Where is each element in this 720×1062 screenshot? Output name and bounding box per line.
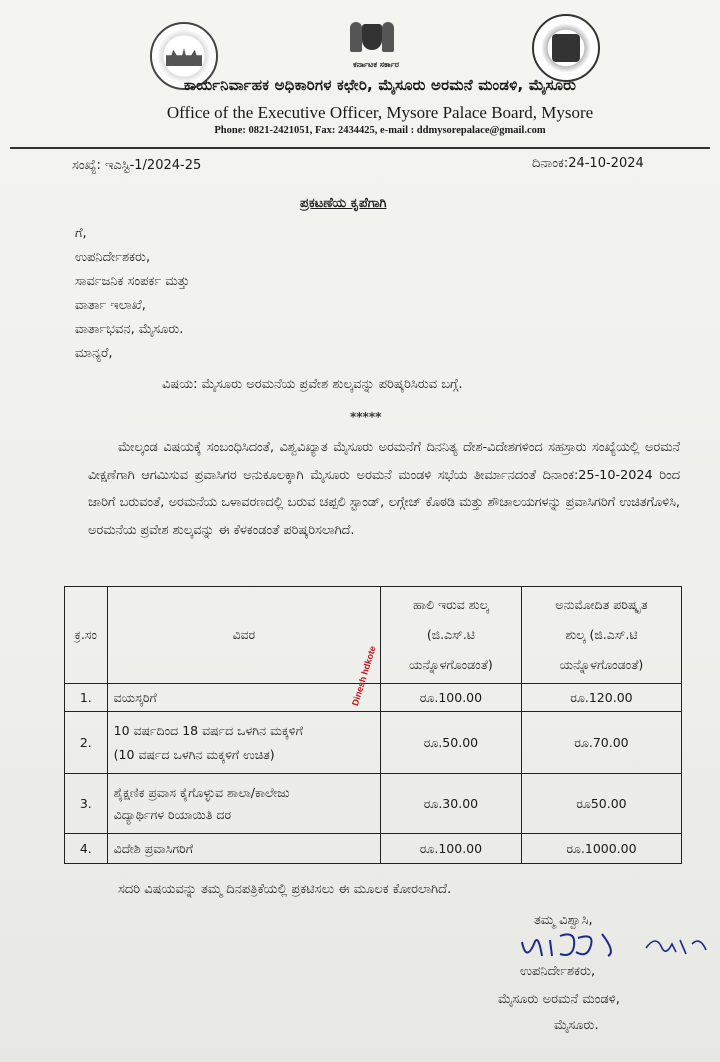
signoff-yours: ತಮ್ಮ ವಿಶ್ವಾಸಿ, (534, 913, 593, 928)
row-sl: 1. (65, 684, 108, 712)
table-row (65, 774, 682, 834)
separator-stars: ***** (350, 410, 382, 424)
palace-seal-emblem (532, 14, 600, 82)
row-revised-fee: ರೂ.1000.00 (521, 834, 681, 864)
reference-number: ಸಂಖ್ಯೆ: ಇಎಸ್ಟಿ-1/2024-25 (72, 158, 202, 173)
letter-date: ದಿನಾಂಕ:24-10-2024 (532, 156, 644, 171)
fee-table-header (65, 587, 682, 684)
current-fee-header-line-1: ಹಾಲಿ ಇರುವ ಶುಲ್ಕ (413, 597, 489, 612)
revised-fee-header-line-1: ಅನುಮೋದಿತ ಪರಿಷ್ಕೃತ (555, 597, 648, 612)
subject-line: ವಿಷಯ: ಮೈಸೂರು ಅರಮನೆಯ ಪ್ರವೇಶ ಶುಲ್ಕವನ್ನು ಪರಿಷ್ಕರಿಸಿರುವ ಬಗ್ಗೆ. (162, 377, 463, 392)
recipient-line-2: ಸಾರ್ವಜನಿಕ ಸಂಪರ್ಕ ಮತ್ತು (75, 274, 190, 289)
recipient-to: ಗೆ, (75, 226, 87, 241)
recipient-line-4: ವಾರ್ತಾಭವನ, ಮೈಸೂರು. (75, 322, 184, 337)
contact-line: Phone: 0821-2421051, Fax: 2434425, e-mail : ddmysorepalace@gmail.com (214, 125, 546, 136)
row-details: ವಿದೇಶಿ ಪ್ರವಾಸಿಗರಿಗೆ (107, 834, 380, 864)
recipient-line-1: ಉಪನಿರ್ದೇಶಕರು, (75, 250, 151, 265)
revised-fee-header-line-2: ಶುಲ್ಕ (ಜಿ.ಎಸ್.ಟಿ (565, 627, 638, 642)
salutation: ಮಾನ್ಯರೆ, (75, 346, 113, 361)
row-details (107, 712, 380, 774)
row-details-line-2: ವಿದ್ಯಾರ್ಥಿಗಳ ರಿಯಾಯಿತಿ ದರ (113, 806, 232, 822)
row-current-fee: ರೂ.100.00 (380, 834, 521, 864)
karnataka-government-emblem (348, 18, 396, 58)
row-details-line-1: 10 ವರ್ಷದಿಂದ 18 ವರ್ಷದ ಒಳಗಿನ ಮಕ್ಕಳಿಗೆ (113, 722, 303, 738)
col-header-revised-fee (521, 587, 681, 684)
government-label: ಕರ್ನಾಟಕ ಸರ್ಕಾರ (353, 60, 399, 69)
row-revised-fee: ರೂ.120.00 (521, 684, 681, 712)
table-row (65, 684, 682, 712)
current-fee-header-line-2: (ಜಿ.ಎಸ್.ಟಿ (426, 627, 475, 642)
recipient-line-3: ವಾರ್ತಾ ಇಲಾಖೆ, (75, 298, 146, 313)
body-paragraph (88, 434, 680, 544)
row-details-line-1: ಶೈಕ್ಷಣಿಕ ಪ್ರವಾಸ ಕೈಗೊಳ್ಳುವ ಶಾಲಾ/ಕಾಲೇಜು (113, 784, 290, 800)
row-revised-fee: ರೂ.70.00 (521, 712, 681, 774)
watermark-text: Dinesh hdkote (350, 644, 378, 707)
revised-fee-header-line-3: ಯನ್ನೊಳಗೊಂಡಂತೆ) (559, 657, 644, 672)
office-title-kannada: ಕಾರ್ಯನಿರ್ವಾಹಕ ಅಧಿಕಾರಿಗಳ ಕಛೇರಿ, ಮೈಸೂರು ಅರಮನೆ ಮಂಡಳಿ, ಮೈಸೂರು (183, 76, 577, 94)
col-header-details: ವಿವರ (107, 587, 380, 684)
row-sl: 4. (65, 834, 108, 864)
publication-heading: ಪ್ರಕಟಣೆಯ ಕೃಪೆಗಾಗಿ (300, 196, 387, 211)
signoff-city: ಮೈಸೂರು. (554, 1018, 599, 1033)
col-header-current-fee (380, 587, 521, 684)
row-details (107, 774, 380, 834)
col-header-sl: ಕ್ರ.ಸಂ (65, 587, 108, 684)
row-current-fee: ರೂ.100.00 (380, 684, 521, 712)
row-sl: 2. (65, 712, 108, 774)
row-revised-fee: ರೂ50.00 (521, 774, 681, 834)
body-text: ಮೇಲ್ಕಂಡ ವಿಷಯಕ್ಕೆ ಸಂಬಂಧಿಸಿದಂತೆ, ವಿಶ್ವವಿಖ್ಯಾತ ಮೈಸೂರು ಅರಮನೆಗೆ ದಿನನಿತ್ಯ ದೇಶ-ವಿದೇಶಗಳಿಂದ ಸಹಸ್ರಾರು ಸಂಖ್ಯೆಯಲ್ಲಿ ಅರಮನೆ ವೀಕ್ಷಣೆಗಾಗಿ ಆಗಮಿಸುವ ಪ್ರವಾಸಿಗರ ಅನುಕೂಲಕ್ಕಾಗಿ ಮೈಸೂರು ಅರಮನೆ ಮಂಡಳಿ ಸಭೆಯ ತೀರ್ಮಾನದಂತೆ ದಿನಾಂಕ:25-10-2024 ರಿಂದ ಜಾರಿಗೆ ಬರುವಂತೆ, ಅರಮನೆಯ ಒಳಾವರಣದಲ್ಲಿ ಬರುವ ಚಪ್ಪಲಿ ಸ್ಟಾಂಡ್, ಲಗ್ಗೇಜ್ ಕೊಠಡಿ ಮತ್ತು ಶೌಚಾಲಯಗಳನ್ನು ಪ್ರವಾಸಿಗರಿಗೆ ಉಚಿತಗೊಳಿಸಿ, ಅರಮನೆಯ ಪ್ರವೇಶ ಶುಲ್ಕವನ್ನು ಈ ಕೆಳಕಂಡಂತೆ ಪರಿಷ್ಕರಿಸಲಾಗಿದೆ. (88, 440, 680, 538)
table-row (65, 712, 682, 774)
table-row (65, 834, 682, 864)
signoff-office: ಮೈಸೂರು ಅರಮನೆ ಮಂಡಳಿ, (498, 992, 620, 1007)
row-current-fee: ರೂ.30.00 (380, 774, 521, 834)
row-current-fee: ರೂ.50.00 (380, 712, 521, 774)
row-details-line-2: (10 ವರ್ಷದ ಒಳಗಿನ ಮಕ್ಕಳಿಗೆ ಉಚಿತ) (113, 746, 275, 762)
row-sl: 3. (65, 774, 108, 834)
fee-table (64, 586, 682, 864)
office-title-english: Office of the Executive Officer, Mysore Palace Board, Mysore (166, 103, 594, 122)
current-fee-header-line-3: ಯನ್ನೊಳಗೊಂಡಂತೆ) (409, 657, 493, 672)
signoff-designation: ಉಪನಿರ್ದೇಶಕರು, (520, 964, 596, 979)
row-details: ವಯಸ್ಕರಿಗೆ (107, 684, 380, 712)
request-line: ಸದರಿ ವಿಷಯವನ್ನು ತಮ್ಮ ದಿನಪತ್ರಿಕೆಯಲ್ಲಿ ಪ್ರಕಟಿಸಲು ಈ ಮೂಲಕ ಕೋರಲಾಗಿದೆ. (118, 882, 452, 897)
header-divider (10, 147, 710, 149)
